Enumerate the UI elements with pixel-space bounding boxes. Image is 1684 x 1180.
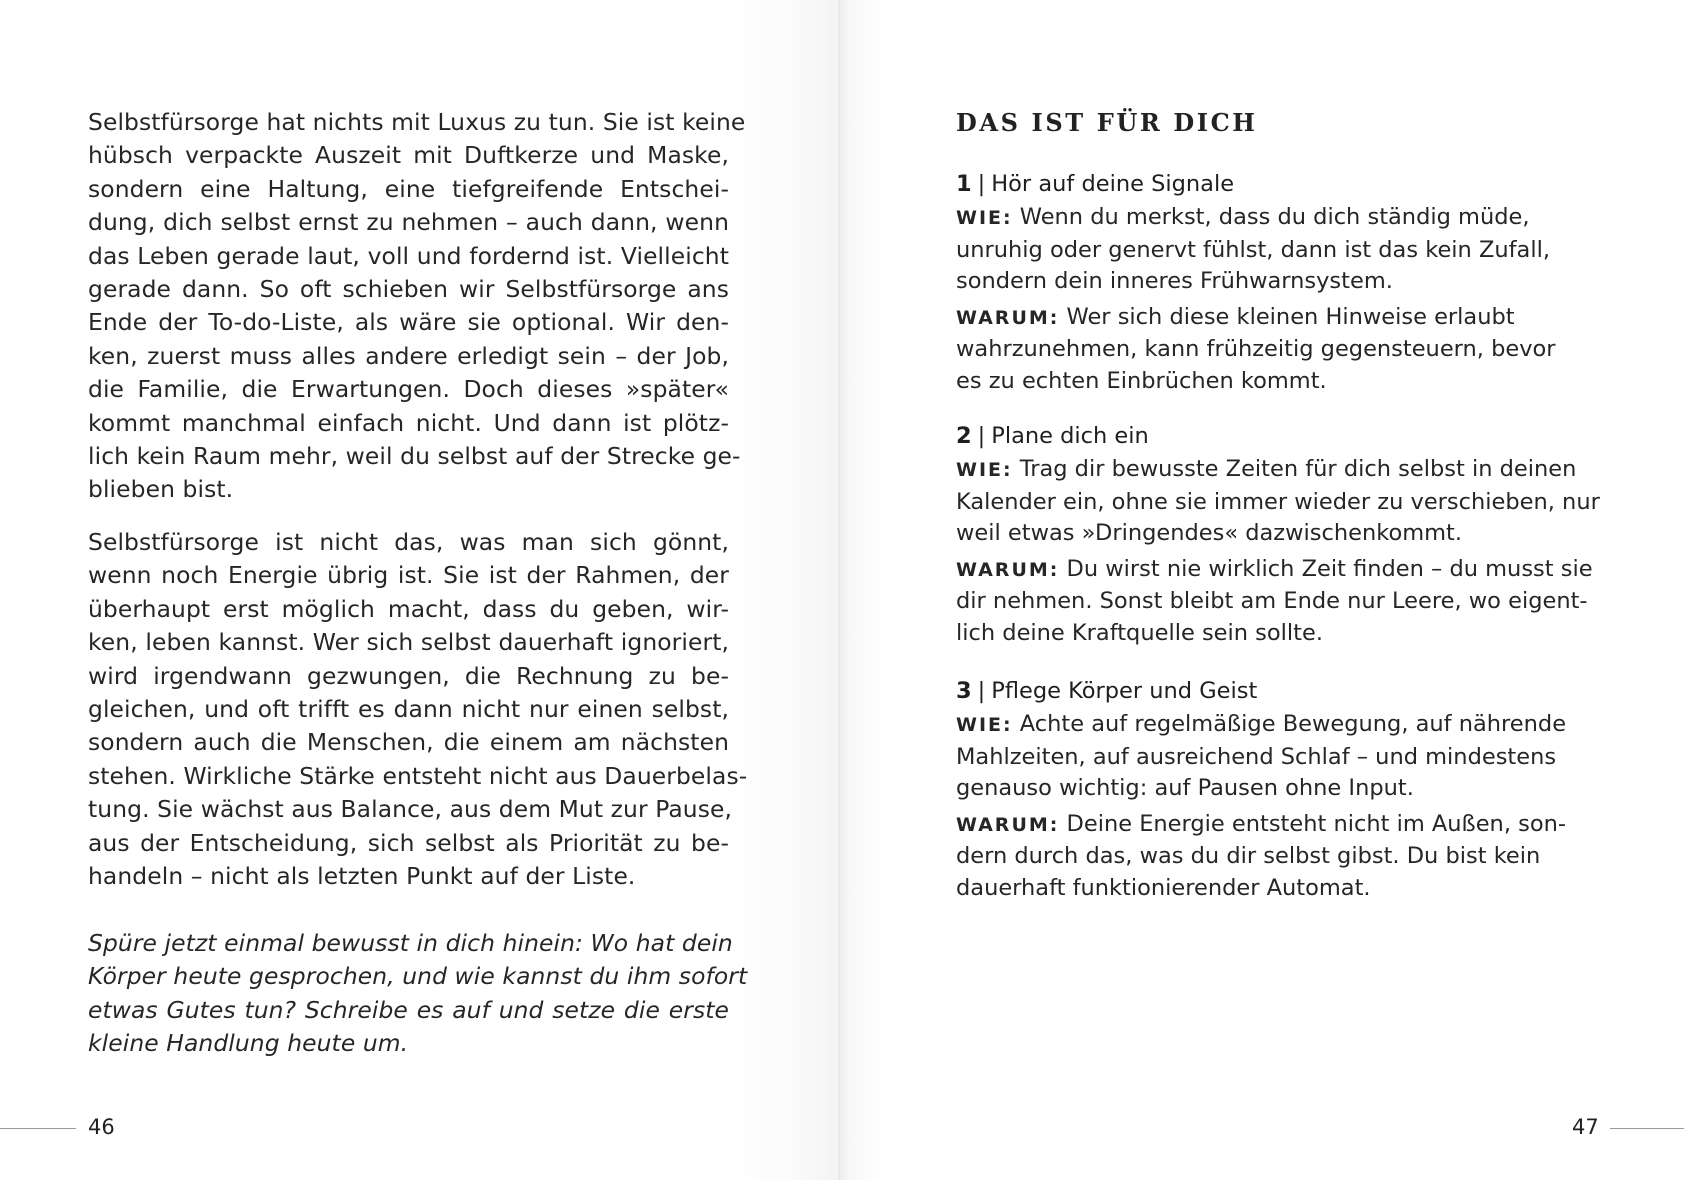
tip-separator: | bbox=[977, 678, 986, 704]
body-paragraph-1 bbox=[88, 106, 746, 507]
text-line: etwas Gutes tun? Schreibe es auf und setze die erste bbox=[88, 995, 729, 1024]
text-line: überhaupt erst möglich macht, dass du geben, wir- bbox=[88, 594, 729, 623]
tip-item bbox=[956, 675, 1596, 909]
warum-text: Du wirst nie wirklich Zeit finden – du musst sie bbox=[1066, 555, 1593, 582]
text-line: blieben bist. bbox=[88, 475, 234, 504]
exercise-prompt bbox=[88, 927, 748, 1061]
tip-heading bbox=[956, 420, 1596, 452]
page-number-right: 47 bbox=[1572, 1115, 1599, 1139]
wie-text: Kalender ein, ohne sie immer wieder zu verschieben, nur bbox=[956, 488, 1600, 515]
left-page bbox=[0, 0, 840, 1180]
text-line: Körper heute gesprochen, und wie kannst du ihm sofort bbox=[88, 962, 748, 991]
text-line bbox=[956, 554, 1596, 587]
tip-heading-text: Plane dich ein bbox=[991, 423, 1149, 449]
warum-text: wahrzunehmen, kann frühzeitig gegensteuern, bevor bbox=[956, 336, 1556, 363]
page-number-rule-right bbox=[1610, 1128, 1684, 1129]
text-line: lich kein Raum mehr, weil du selbst auf der Strecke ge- bbox=[88, 442, 741, 471]
wie-label: WIE: bbox=[956, 459, 1013, 481]
wie-block bbox=[956, 709, 1596, 805]
wie-text: Achte auf regelmäßige Bewegung, auf nährende bbox=[1019, 711, 1567, 737]
warum-text: dern durch das, was du dir selbst gibst. Du bist kein bbox=[956, 843, 1541, 870]
wie-text: Wenn du merkst, dass du dich ständig müde, bbox=[1019, 204, 1530, 230]
body-paragraph-2 bbox=[88, 526, 748, 893]
text-line bbox=[956, 709, 1596, 742]
warum-text: dauerhaft funktionierender Automat. bbox=[956, 874, 1371, 901]
text-line bbox=[956, 873, 1596, 905]
tip-number: 3 bbox=[956, 678, 972, 704]
text-line: sondern auch die Menschen, die einem am nächsten bbox=[88, 728, 729, 757]
tip-heading bbox=[956, 675, 1596, 707]
text-line: gleichen, und oft trifft es dann nicht nur einen selbst, bbox=[88, 695, 729, 724]
wie-text: unruhig oder genervt fühlst, dann ist das kein Zufall, bbox=[956, 236, 1550, 263]
text-line bbox=[956, 334, 1596, 366]
wie-block bbox=[956, 454, 1600, 550]
wie-label: WIE: bbox=[956, 714, 1013, 736]
warum-label: WARUM: bbox=[956, 558, 1060, 581]
wie-text: Trag dir bewusste Zeiten für dich selbst in deinen bbox=[1019, 456, 1577, 482]
text-line bbox=[956, 266, 1596, 298]
warum-text: Wer sich diese kleinen Hinweise erlaubt bbox=[1066, 303, 1515, 330]
text-line: Selbstfürsorge hat nichts mit Luxus zu tun. Sie ist keine bbox=[88, 108, 746, 136]
tip-number: 2 bbox=[956, 423, 972, 449]
text-line: Selbstfürsorge ist nicht das, was man sich gönnt, bbox=[88, 528, 729, 556]
text-line: kleine Handlung heute um. bbox=[88, 1029, 409, 1058]
warum-label: WARUM: bbox=[956, 813, 1060, 836]
text-line bbox=[956, 742, 1596, 774]
wie-text: genauso wichtig: auf Pausen ohne Input. bbox=[956, 775, 1414, 802]
text-line bbox=[956, 202, 1596, 235]
tip-number: 1 bbox=[956, 171, 972, 197]
text-line: das Leben gerade laut, voll und fordernd ist. Vielleicht bbox=[88, 241, 729, 270]
text-line: Ende der To-do-Liste, als wäre sie optional. Wir den- bbox=[88, 308, 729, 337]
tip-separator: | bbox=[977, 423, 986, 449]
wie-text: sondern dein inneres Frühwarnsystem. bbox=[956, 268, 1393, 295]
warum-block bbox=[956, 554, 1596, 650]
text-line: kommt manchmal einfach nicht. Und dann ist plötz- bbox=[88, 408, 729, 437]
text-line: handeln – nicht als letzten Punkt auf der Liste. bbox=[88, 862, 636, 891]
tip-item bbox=[956, 420, 1600, 654]
tip-separator: | bbox=[977, 171, 986, 197]
text-line: stehen. Wirkliche Stärke entsteht nicht aus Dauerbelas- bbox=[88, 761, 748, 790]
tip-heading-text: Pflege Körper und Geist bbox=[991, 678, 1258, 704]
wie-block bbox=[956, 202, 1596, 298]
text-line bbox=[956, 302, 1596, 335]
text-line bbox=[956, 841, 1596, 873]
text-line: wird irgendwann gezwungen, die Rechnung zu be- bbox=[88, 661, 729, 690]
warum-text: es zu echten Einbrüchen kommt. bbox=[956, 367, 1327, 394]
wie-text: Mahlzeiten, auf ausreichend Schlaf – und mindestens bbox=[956, 743, 1557, 770]
tip-heading bbox=[956, 168, 1596, 200]
tip-heading-text: Hör auf deine Signale bbox=[991, 171, 1235, 197]
text-line: aus der Entscheidung, sich selbst als Priorität zu be- bbox=[88, 828, 729, 857]
wie-text: weil etwas »Dringendes« dazwischenkommt. bbox=[956, 520, 1463, 547]
text-line: ken, zuerst muss alles andere erledigt sein – der Job, bbox=[88, 341, 729, 370]
text-line bbox=[956, 809, 1596, 842]
text-line: dung, dich selbst ernst zu nehmen – auch dann, wenn bbox=[88, 208, 729, 237]
warum-text: lich deine Kraftquelle sein sollte. bbox=[956, 619, 1323, 646]
page-number-left: 46 bbox=[88, 1115, 115, 1139]
text-line: ken, leben kannst. Wer sich selbst dauerhaft ignoriert, bbox=[88, 628, 729, 657]
text-line bbox=[956, 518, 1596, 550]
warum-text: dir nehmen. Sonst bleibt am Ende nur Leere, wo eigent- bbox=[956, 588, 1588, 615]
text-line: gerade dann. So oft schieben wir Selbstfürsorge ans bbox=[88, 275, 729, 304]
wie-label: WIE: bbox=[956, 207, 1013, 229]
tip-item bbox=[956, 168, 1596, 402]
warum-text: Deine Energie entsteht nicht im Außen, son- bbox=[1066, 810, 1566, 837]
section-title: DAS IST FÜR DICH bbox=[956, 108, 1258, 137]
text-line bbox=[956, 366, 1596, 398]
text-line: hübsch verpackte Auszeit mit Duftkerze und Maske, bbox=[88, 141, 729, 170]
text-line bbox=[956, 773, 1596, 805]
warum-label: WARUM: bbox=[956, 306, 1060, 329]
text-line: Spüre jetzt einmal bewusst in dich hinein: Wo hat dein bbox=[88, 929, 733, 957]
text-line: sondern eine Haltung, eine tiefgreifende Entschei- bbox=[88, 174, 729, 203]
text-line: die Familie, die Erwartungen. Doch dieses »später« bbox=[88, 375, 729, 404]
page-number-rule-left bbox=[0, 1128, 76, 1129]
text-line bbox=[956, 235, 1596, 267]
text-line bbox=[956, 618, 1596, 650]
warum-block bbox=[956, 809, 1596, 905]
warum-block bbox=[956, 302, 1596, 398]
text-line bbox=[956, 586, 1596, 618]
text-line: tung. Sie wächst aus Balance, aus dem Mut zur Pause, bbox=[88, 795, 733, 824]
text-line bbox=[956, 454, 1596, 487]
text-line: wenn noch Energie übrig ist. Sie ist der Rahmen, der bbox=[88, 561, 729, 590]
text-line bbox=[956, 487, 1600, 519]
